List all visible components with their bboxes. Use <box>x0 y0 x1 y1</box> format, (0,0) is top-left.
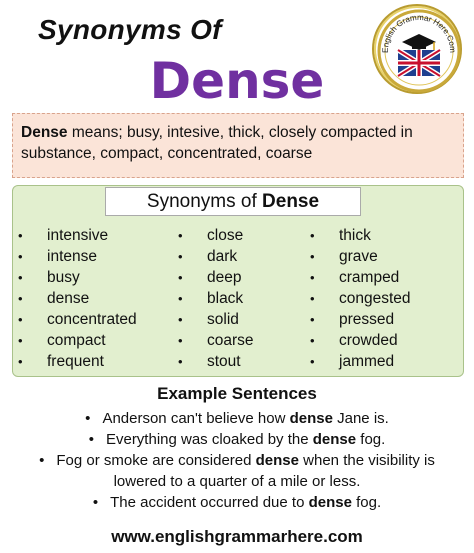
example-keyword: dense <box>312 431 357 448</box>
bullet-icon: • <box>178 249 183 264</box>
example-text: Jane is. <box>332 410 389 427</box>
synonym-word: stout <box>207 353 241 370</box>
bullet-icon: • <box>18 354 23 369</box>
example-sentence-continuation: lowered to a quarter of a mile or less. <box>113 473 361 490</box>
synonym-word: compact <box>47 332 106 349</box>
synonym-word: black <box>207 290 244 307</box>
example-keyword: dense <box>308 494 352 511</box>
logo-text: English Grammar Here.Com <box>380 12 458 54</box>
synonym-word: intense <box>47 248 97 265</box>
example-sentence <box>0 429 474 450</box>
synonym-word: grave <box>339 248 378 265</box>
bullet-icon: • <box>18 312 23 327</box>
example-sentence <box>0 492 474 513</box>
synonym-word: congested <box>339 290 411 307</box>
example-sentence <box>0 408 474 429</box>
site-logo <box>372 4 462 94</box>
synonym-word: close <box>207 227 244 244</box>
bullet-icon: • <box>178 270 183 285</box>
example-keyword: dense <box>255 452 299 469</box>
synonym-word: concentrated <box>47 311 137 328</box>
bullet-icon: • <box>92 494 99 511</box>
examples-title: Example Sentences <box>157 384 317 403</box>
examples-list <box>0 408 474 513</box>
bullet-icon: • <box>18 249 23 264</box>
bullet-icon: • <box>178 291 183 306</box>
synonym-word: cramped <box>339 269 400 286</box>
example-text: Fog or smoke are considered <box>56 452 256 469</box>
bullet-icon: • <box>178 228 183 243</box>
bullet-icon: • <box>178 312 183 327</box>
bullet-icon: • <box>310 354 315 369</box>
footer-url: www.englishgrammarhere.com <box>111 527 363 546</box>
example-text: Anderson can't believe how <box>102 410 290 427</box>
synonyms-header <box>105 187 361 216</box>
example-text: The accident occurred due to <box>110 494 309 511</box>
synonym-word: dark <box>207 248 238 265</box>
definition-text: means; busy, intesive, thick, closely compacted in substance, compact, concentrated, coarse <box>21 124 413 162</box>
synonyms-header-word: Dense <box>262 191 320 212</box>
bullet-icon: • <box>178 354 183 369</box>
synonym-word: deep <box>207 269 242 286</box>
bullet-icon: • <box>88 431 94 448</box>
synonym-word: jammed <box>339 353 395 370</box>
synonym-word: crowded <box>339 332 398 349</box>
synonym-word: solid <box>207 311 239 328</box>
bullet-icon: • <box>39 452 45 469</box>
bullet-icon: • <box>18 228 23 243</box>
example-text: fog. <box>356 431 386 448</box>
definition-box <box>12 113 464 178</box>
bullet-icon: • <box>310 228 315 243</box>
example-text: fog. <box>351 494 382 511</box>
bullet-icon: • <box>310 333 315 348</box>
synonym-word: dense <box>47 290 90 307</box>
bullet-icon: • <box>18 291 23 306</box>
synonym-word: pressed <box>339 311 395 328</box>
logo-emblem-icon <box>374 6 464 96</box>
title-top: Synonyms Of <box>38 14 222 45</box>
bullet-icon: • <box>18 333 23 348</box>
bullet-icon: • <box>310 291 315 306</box>
synonym-word: frequent <box>47 353 104 370</box>
definition-word: Dense <box>21 124 68 141</box>
bullet-icon: • <box>85 410 91 427</box>
example-text: Everything was cloaked by the <box>105 431 313 448</box>
bullet-icon: • <box>178 333 183 348</box>
synonyms-header-prefix: Synonyms of <box>146 191 263 212</box>
bullet-icon: • <box>18 270 23 285</box>
example-sentence <box>0 450 474 471</box>
page-title: Dense <box>149 52 325 110</box>
example-keyword: dense <box>289 410 333 427</box>
synonym-word: intensive <box>47 227 109 244</box>
synonym-word: thick <box>339 227 371 244</box>
bullet-icon: • <box>310 312 315 327</box>
bullet-icon: • <box>310 270 315 285</box>
example-text: when the visibility is <box>299 452 435 469</box>
synonym-word: coarse <box>207 332 254 349</box>
bullet-icon: • <box>310 249 315 264</box>
synonym-word: busy <box>47 269 80 286</box>
